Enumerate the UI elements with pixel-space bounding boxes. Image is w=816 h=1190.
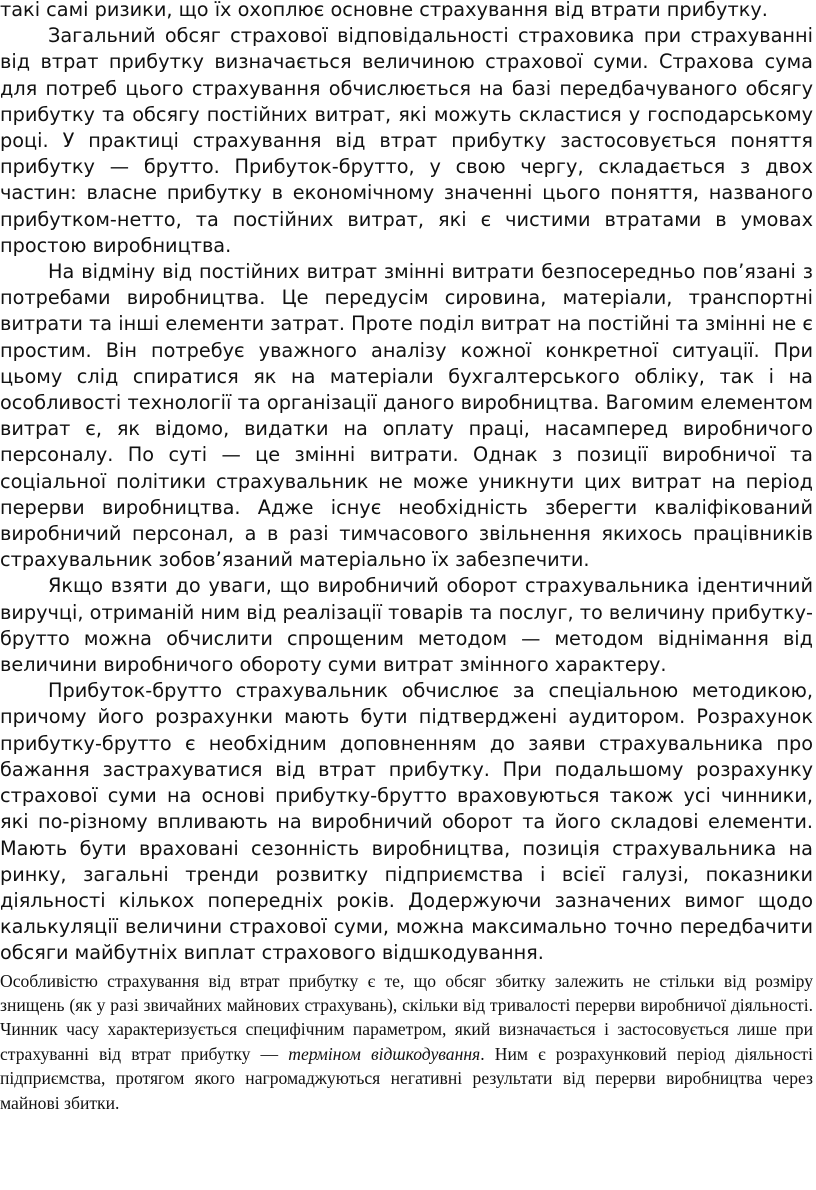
paragraph-total-liability: Загальний обсяг страхової відповідальності страховика при страхуванні від втрат прибутку визначається величиною страхової суми. Страхова сума для потреб цього страхування обчислюється на базі передбачуваного обсягу прибутку та обсягу постійних витрат, які можуть скластися у господарському році. У практиці страхування від втрат прибутку застосовується поняття прибутку — брутто. Прибуток-брутто, у свою чергу, складається з двох частин: власне прибутку в економічному значенні цього поняття, названого прибутком-нетто, та постійних витрат, які є чистими втратами в умовах простою виробництва. [0, 24, 813, 257]
paragraph-gross-profit-method: Якщо взяти до уваги, що виробничий оборот страхувальника ідентичний виручці, отриманій ним від реалізації товарів та послуг, то величину прибутку-брутто можна обчислити спрощеним методом — методом віднімання від величини виробничого обороту суми витрат змінного характеру. [0, 574, 813, 677]
paragraph-indemnity-period [0, 969, 813, 1115]
closing-term: терміном відшкодування [288, 1043, 481, 1064]
closing-text-after-term: . Ним є розрахунковий період діяльності підприємства, протягом якого нагромаджуються негативні результати від перерви виробництва через майнові збитки. [0, 1043, 813, 1113]
paragraph-gross-profit-calculation: Прибуток-брутто страхувальник обчислює за спеціальною методикою, причому його розрахунки мають бути підтверджені аудитором. Розрахунок прибутку-брутто є необхідним доповненням до заяви страхувальника про бажання застрахуватися від втрат прибутку. При подальшому розрахунку страхової суми на основі прибутку-брутто враховуються також усі чинники, які по-різному впливають на виробничий оборот та його складові елементи. Мають бути враховані сезонність виробництва, позиція страхувальника на ринку, загальні тренди розвитку підприємства і всієї галузі, показники діяльності кількох попередніх років. Додержуючи зазначених вимог щодо калькуляції величини страхової суми, можна максимально точно передбачити обсяги майбутніх виплат страхового відшкодування. [0, 679, 813, 965]
paragraph-variable-costs: На відміну від постійних витрат змінні витрати безпосередньо пов’язані з потребами виробництва. Це передусім сировина, матеріали, транспортні витрати та інші елементи затрат. Проте поділ витрат на постійні та змінні не є простим. Він потребує уважного аналізу кожної конкретної ситуації. При цьому слід спиратися як на матеріали бухгалтерського обліку, так і на особливості технології та організації даного виробництва. Вагомим елементом витрат є, як відомо, видатки на оплату праці, насамперед виробничого персоналу. По суті — це змінні витрати. Однак з позиції виробничої та соціальної політики страхувальник не може уникнути цих витрат на період перерви виробництва. Адже існує необхідність зберегти кваліфікований виробничий персонал, а в разі тимчасового звільнення якихось працівників страхувальник зобов’язаний матеріально їх забезпечити. [0, 260, 813, 572]
closing-text-before-term: Особливістю страхування від втрат прибутку є те, що обсяг збитку залежить не стільки від розміру знищень (як у разі звичайних майнових страхувань), скільки від тривалості перерви виробничої діяльності. Чинник часу характеризується специфічним параметром, який визначається і застосовується лише при страхуванні від втрат прибутку — [0, 970, 813, 1064]
paragraph-continuation: такі самі ризики, що їх охоплює основне страхування від втрати прибутку. [0, 0, 768, 21]
